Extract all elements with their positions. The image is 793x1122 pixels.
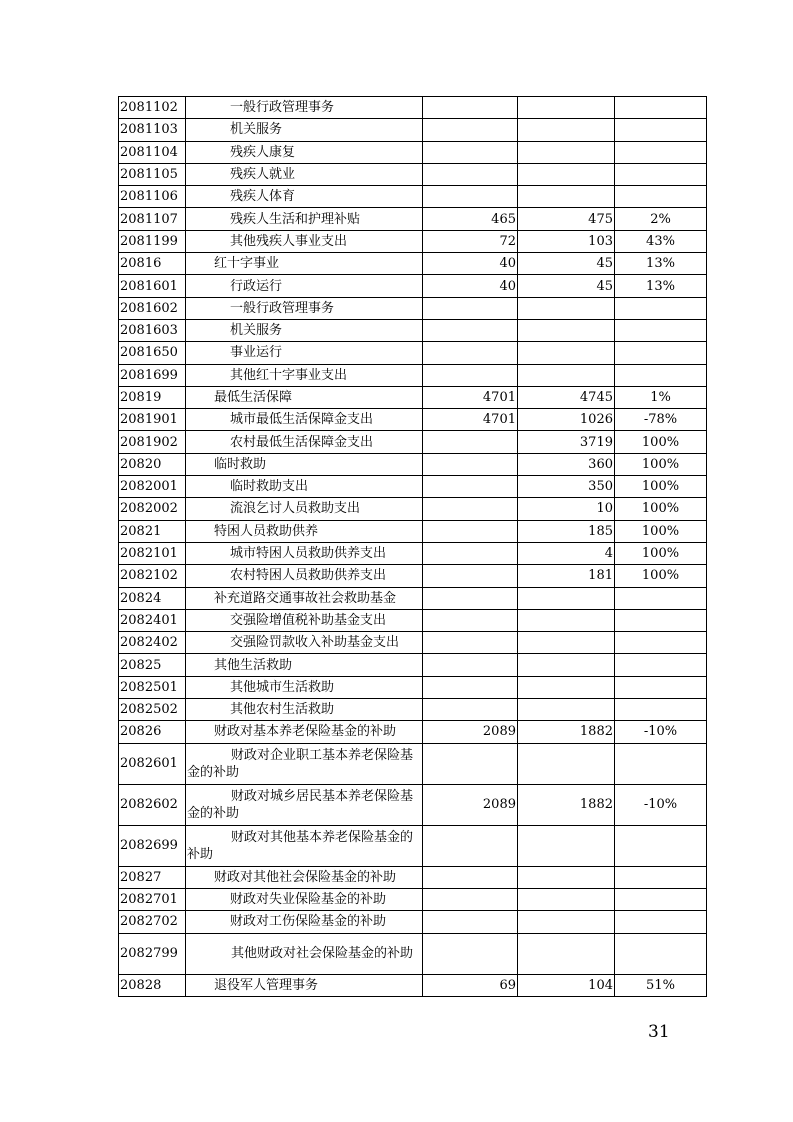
account-code-cell: 20824 [119,587,186,609]
change-percent-cell: 100% [615,565,707,587]
prior-amount-cell [423,933,518,974]
prior-amount-cell [423,888,518,910]
prior-amount-cell [423,609,518,631]
change-percent-cell [615,319,707,341]
prior-amount-cell [423,476,518,498]
table-row [119,342,707,364]
prior-amount-cell [423,364,518,386]
current-amount-cell [518,119,615,141]
current-amount-cell: 360 [518,453,615,475]
account-code-cell: 2082702 [119,911,186,933]
prior-amount-cell [423,342,518,364]
prior-amount-cell [423,587,518,609]
prior-amount-cell [423,654,518,676]
current-amount-cell: 103 [518,230,615,252]
current-amount-cell: 45 [518,253,615,275]
table-row [119,565,707,587]
account-code-cell: 2081901 [119,409,186,431]
table-row [119,186,707,208]
item-name-cell: 财政对城乡居民基本养老保险基金的补助 [186,784,423,825]
table-row [119,632,707,654]
account-code-cell: 20821 [119,520,186,542]
prior-amount-cell: 72 [423,230,518,252]
item-name-cell: 补充道路交通事故社会救助基金 [186,587,423,609]
change-percent-cell [615,825,707,866]
budget-table-body [119,97,707,997]
current-amount-cell: 185 [518,520,615,542]
table-row [119,230,707,252]
table-row [119,453,707,475]
current-amount-cell [518,654,615,676]
account-code-cell: 20825 [119,654,186,676]
current-amount-cell [518,743,615,784]
item-name-cell: 其他残疾人事业支出 [186,230,423,252]
table-row [119,476,707,498]
table-row [119,825,707,866]
item-name-cell: 其他城市生活救助 [186,676,423,698]
table-row [119,520,707,542]
prior-amount-cell: 40 [423,275,518,297]
account-code-cell: 20827 [119,866,186,888]
item-name-cell: 红十字事业 [186,253,423,275]
current-amount-cell [518,911,615,933]
table-row [119,743,707,784]
account-code-cell: 2082002 [119,498,186,520]
change-percent-cell [615,141,707,163]
account-code-cell: 2081103 [119,119,186,141]
current-amount-cell [518,676,615,698]
account-code-cell: 20828 [119,974,186,996]
prior-amount-cell: 69 [423,974,518,996]
current-amount-cell: 104 [518,974,615,996]
table-row [119,888,707,910]
current-amount-cell: 4745 [518,386,615,408]
prior-amount-cell [423,565,518,587]
current-amount-cell [518,186,615,208]
change-percent-cell [615,632,707,654]
item-name-cell: 一般行政管理事务 [186,297,423,319]
table-row [119,386,707,408]
account-code-cell: 20820 [119,453,186,475]
table-row [119,319,707,341]
table-row [119,587,707,609]
prior-amount-cell [423,186,518,208]
current-amount-cell [518,933,615,974]
change-percent-cell: 100% [615,431,707,453]
change-percent-cell: -10% [615,784,707,825]
change-percent-cell [615,186,707,208]
prior-amount-cell [423,911,518,933]
account-code-cell: 2081102 [119,97,186,119]
table-row [119,654,707,676]
account-code-cell: 2081699 [119,364,186,386]
table-row [119,163,707,185]
current-amount-cell [518,141,615,163]
account-code-cell: 2082601 [119,743,186,784]
current-amount-cell: 4 [518,542,615,564]
change-percent-cell [615,699,707,721]
item-name-cell: 机关服务 [186,119,423,141]
change-percent-cell [615,97,707,119]
prior-amount-cell [423,676,518,698]
prior-amount-cell [423,141,518,163]
prior-amount-cell: 465 [423,208,518,230]
table-row [119,676,707,698]
current-amount-cell [518,632,615,654]
change-percent-cell: 51% [615,974,707,996]
change-percent-cell [615,933,707,974]
table-row [119,275,707,297]
table-row [119,974,707,996]
change-percent-cell [615,609,707,631]
item-name-cell: 城市特困人员救助供养支出 [186,542,423,564]
item-name-cell: 退役军人管理事务 [186,974,423,996]
prior-amount-cell [423,498,518,520]
item-name-cell: 行政运行 [186,275,423,297]
account-code-cell: 2082402 [119,632,186,654]
item-name-cell: 交强险增值税补助基金支出 [186,609,423,631]
item-name-cell: 财政对基本养老保险基金的补助 [186,721,423,743]
table-row [119,866,707,888]
item-name-cell: 城市最低生活保障金支出 [186,409,423,431]
prior-amount-cell [423,699,518,721]
item-name-cell: 财政对企业职工基本养老保险基金的补助 [186,743,423,784]
table-row [119,609,707,631]
table-row [119,119,707,141]
prior-amount-cell [423,743,518,784]
prior-amount-cell [423,163,518,185]
item-name-cell: 一般行政管理事务 [186,97,423,119]
prior-amount-cell [423,542,518,564]
prior-amount-cell: 40 [423,253,518,275]
item-name-cell: 残疾人体育 [186,186,423,208]
current-amount-cell: 3719 [518,431,615,453]
current-amount-cell [518,609,615,631]
account-code-cell: 2082699 [119,825,186,866]
item-name-cell: 特困人员救助供养 [186,520,423,542]
prior-amount-cell [423,632,518,654]
account-code-cell: 20819 [119,386,186,408]
change-percent-cell: 13% [615,253,707,275]
account-code-cell: 20816 [119,253,186,275]
change-percent-cell: 2% [615,208,707,230]
account-code-cell: 2082502 [119,699,186,721]
table-row [119,297,707,319]
change-percent-cell [615,654,707,676]
table-row [119,141,707,163]
current-amount-cell: 10 [518,498,615,520]
prior-amount-cell [423,453,518,475]
account-code-cell: 2081650 [119,342,186,364]
item-name-cell: 其他红十字事业支出 [186,364,423,386]
account-code-cell: 2082102 [119,565,186,587]
change-percent-cell: -78% [615,409,707,431]
change-percent-cell: 100% [615,542,707,564]
account-code-cell: 20826 [119,721,186,743]
current-amount-cell: 45 [518,275,615,297]
current-amount-cell [518,364,615,386]
change-percent-cell: 13% [615,275,707,297]
current-amount-cell [518,587,615,609]
account-code-cell: 2082401 [119,609,186,631]
prior-amount-cell [423,866,518,888]
item-name-cell: 其他农村生活救助 [186,699,423,721]
account-code-cell: 2081902 [119,431,186,453]
account-code-cell: 2082501 [119,676,186,698]
account-code-cell: 2082799 [119,933,186,974]
table-row [119,431,707,453]
item-name-cell: 农村特困人员救助供养支出 [186,565,423,587]
prior-amount-cell: 2089 [423,784,518,825]
item-name-cell: 财政对工伤保险基金的补助 [186,911,423,933]
prior-amount-cell [423,431,518,453]
budget-table [118,96,707,997]
change-percent-cell: 1% [615,386,707,408]
account-code-cell: 2081602 [119,297,186,319]
item-name-cell: 其他生活救助 [186,654,423,676]
account-code-cell: 2082101 [119,542,186,564]
current-amount-cell: 1882 [518,784,615,825]
prior-amount-cell: 2089 [423,721,518,743]
item-name-cell: 残疾人就业 [186,163,423,185]
change-percent-cell: 100% [615,453,707,475]
change-percent-cell: 100% [615,476,707,498]
page-number: 31 [648,1022,670,1042]
change-percent-cell: -10% [615,721,707,743]
change-percent-cell [615,676,707,698]
current-amount-cell: 350 [518,476,615,498]
item-name-cell: 最低生活保障 [186,386,423,408]
current-amount-cell [518,825,615,866]
item-name-cell: 临时救助支出 [186,476,423,498]
change-percent-cell [615,911,707,933]
current-amount-cell: 1882 [518,721,615,743]
current-amount-cell [518,888,615,910]
item-name-cell: 财政对其他基本养老保险基金的补助 [186,825,423,866]
current-amount-cell [518,699,615,721]
account-code-cell: 2081106 [119,186,186,208]
change-percent-cell [615,364,707,386]
item-name-cell: 机关服务 [186,319,423,341]
table-row [119,253,707,275]
change-percent-cell: 43% [615,230,707,252]
table-row [119,409,707,431]
account-code-cell: 2082602 [119,784,186,825]
change-percent-cell [615,119,707,141]
prior-amount-cell [423,319,518,341]
account-code-cell: 2082701 [119,888,186,910]
current-amount-cell [518,163,615,185]
current-amount-cell [518,297,615,319]
account-code-cell: 2081199 [119,230,186,252]
account-code-cell: 2081603 [119,319,186,341]
item-name-cell: 财政对失业保险基金的补助 [186,888,423,910]
change-percent-cell [615,888,707,910]
account-code-cell: 2081104 [119,141,186,163]
account-code-cell: 2082001 [119,476,186,498]
item-name-cell: 交强险罚款收入补助基金支出 [186,632,423,654]
change-percent-cell: 100% [615,520,707,542]
item-name-cell: 农村最低生活保障金支出 [186,431,423,453]
change-percent-cell [615,163,707,185]
prior-amount-cell: 4701 [423,409,518,431]
item-name-cell: 其他财政对社会保险基金的补助 [186,933,423,974]
table-row [119,97,707,119]
change-percent-cell [615,342,707,364]
current-amount-cell: 181 [518,565,615,587]
change-percent-cell [615,743,707,784]
prior-amount-cell [423,297,518,319]
prior-amount-cell: 4701 [423,386,518,408]
table-row [119,721,707,743]
current-amount-cell [518,866,615,888]
current-amount-cell: 475 [518,208,615,230]
current-amount-cell [518,342,615,364]
current-amount-cell [518,319,615,341]
account-code-cell: 2081107 [119,208,186,230]
table-row [119,784,707,825]
account-code-cell: 2081105 [119,163,186,185]
change-percent-cell: 100% [615,498,707,520]
table-row [119,364,707,386]
item-name-cell: 流浪乞讨人员救助支出 [186,498,423,520]
change-percent-cell [615,587,707,609]
current-amount-cell: 1026 [518,409,615,431]
item-name-cell: 残疾人生活和护理补贴 [186,208,423,230]
prior-amount-cell [423,520,518,542]
table-row [119,933,707,974]
item-name-cell: 财政对其他社会保险基金的补助 [186,866,423,888]
item-name-cell: 临时救助 [186,453,423,475]
account-code-cell: 2081601 [119,275,186,297]
change-percent-cell [615,297,707,319]
table-row [119,911,707,933]
change-percent-cell [615,866,707,888]
item-name-cell: 残疾人康复 [186,141,423,163]
table-row [119,498,707,520]
prior-amount-cell [423,119,518,141]
current-amount-cell [518,97,615,119]
table-row [119,208,707,230]
prior-amount-cell [423,825,518,866]
prior-amount-cell [423,97,518,119]
table-row [119,542,707,564]
table-row [119,699,707,721]
item-name-cell: 事业运行 [186,342,423,364]
